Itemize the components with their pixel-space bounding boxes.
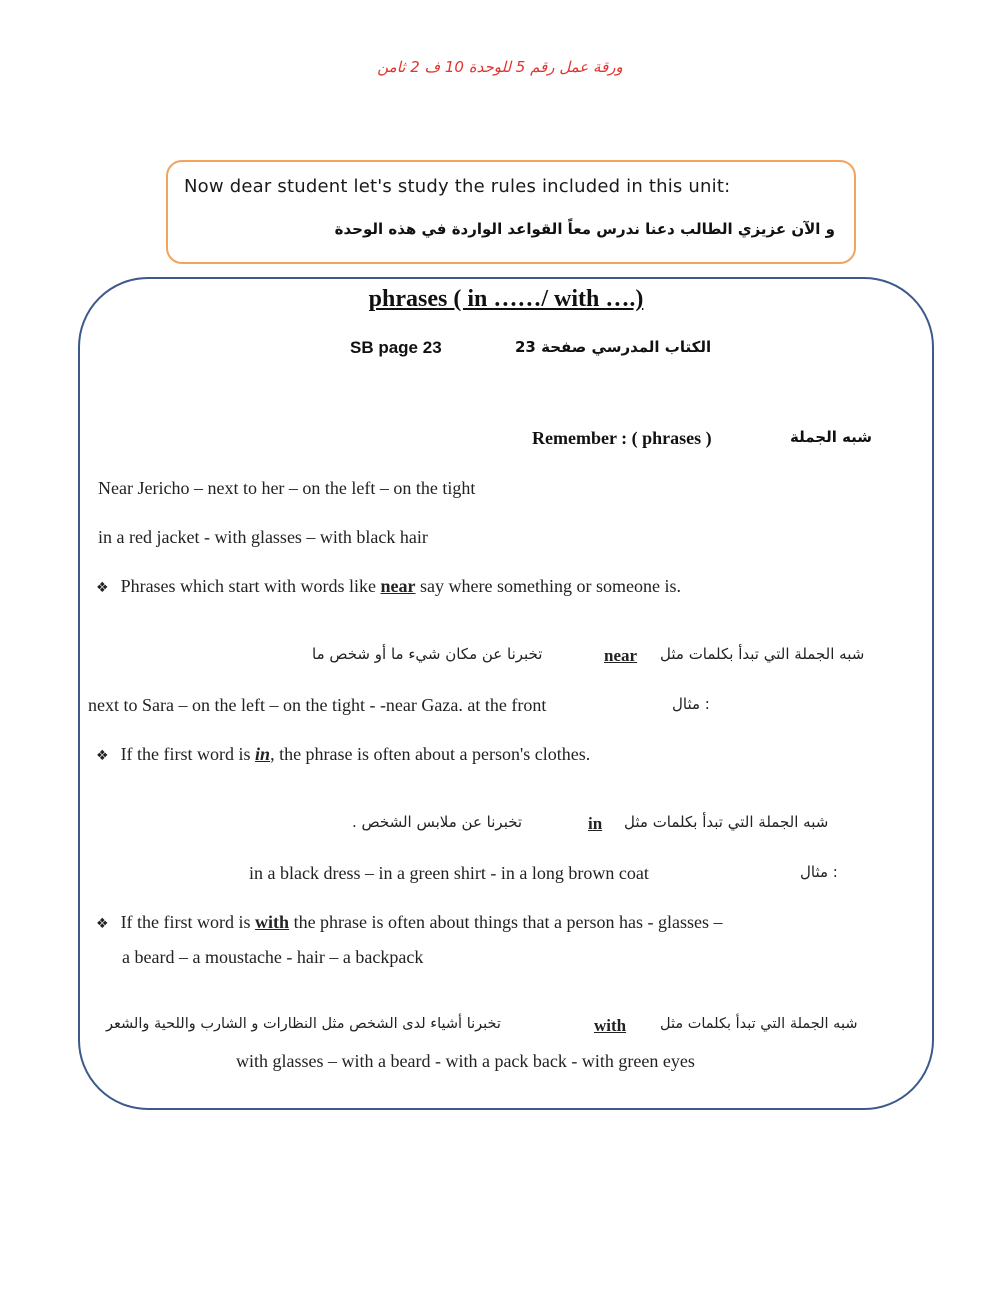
rule-near-arabic-key: near — [604, 646, 638, 665]
rule-with-continued: a beard – a moustache - hair – a backpack — [122, 947, 424, 967]
bullet-icon: ❖ — [96, 748, 109, 764]
rule-near-arabic-pre: شبه الجملة التي تبدأ بكلمات مثل — [660, 645, 865, 663]
rule-near: ❖ Phrases which start with words like near say where something or someone is. — [96, 576, 681, 596]
rule-in-arabic-key: in — [588, 814, 603, 833]
bullet-icon: ❖ — [96, 916, 109, 932]
rule-in-arabic-post: تخبرنا عن ملابس الشخص . — [352, 813, 523, 831]
keyword-near: near — [380, 576, 416, 596]
bullet-icon: ❖ — [96, 580, 109, 596]
rule-in-example: in a black dress – in a green shirt - in a long brown coat — [249, 863, 649, 883]
sb-page-arabic: الكتاب المدرسي صفحة 23 — [515, 338, 712, 356]
keyword-with: with — [255, 912, 290, 932]
example-line-1: Near Jericho – next to her – on the left – on the tight — [98, 478, 476, 498]
rule-with-example: with glasses – with a beard - with a pack back - with green eyes — [236, 1051, 695, 1071]
rule-with: ❖ If the first word is with the phrase is often about things that a person has - glasses – — [96, 912, 723, 932]
sb-page-label: SB page 23 — [350, 338, 442, 357]
intro-arabic: و الآن عزيزي الطالب دعنا ندرس معاً القواعد الواردة في هذه الوحدة — [334, 220, 835, 238]
rule-in-example-label: : مثال — [800, 863, 838, 881]
remember-label: Remember : ( phrases ) — [532, 428, 712, 448]
worksheet-title: ورقة عمل رقم 5 للوحدة 10 ف 2 ثامن — [377, 58, 623, 76]
intro-english: Now dear student let's study the rules included in this unit: — [184, 176, 731, 197]
rule-in-arabic-pre: شبه الجملة التي تبدأ بكلمات مثل — [624, 813, 829, 831]
rule-with-arabic-key: with — [594, 1016, 627, 1035]
rule-near-example: next to Sara – on the left – on the tight - -near Gaza. at the front — [88, 695, 547, 715]
rule-near-example-label: : مثال — [672, 695, 710, 713]
rule-near-arabic-post: تخبرنا عن مكان شيء ما أو شخص ما — [312, 645, 543, 663]
rules-box — [78, 277, 934, 1110]
remember-arabic: شبه الجملة — [790, 428, 873, 446]
rule-in: ❖ If the first word is in, the phrase is often about a person's clothes. — [96, 744, 591, 764]
rule-with-arabic-pre: شبه الجملة التي تبدأ بكلمات مثل — [660, 1016, 858, 1032]
rule-with-arabic-post: تخبرنا أشياء لدى الشخص مثل النظارات و الشارب واللحية والشعر — [106, 1016, 501, 1032]
section-heading: phrases ( in ……/ with ….) — [368, 286, 644, 312]
example-line-2: in a red jacket - with glasses – with black hair — [98, 527, 428, 547]
keyword-in: in — [255, 744, 271, 764]
